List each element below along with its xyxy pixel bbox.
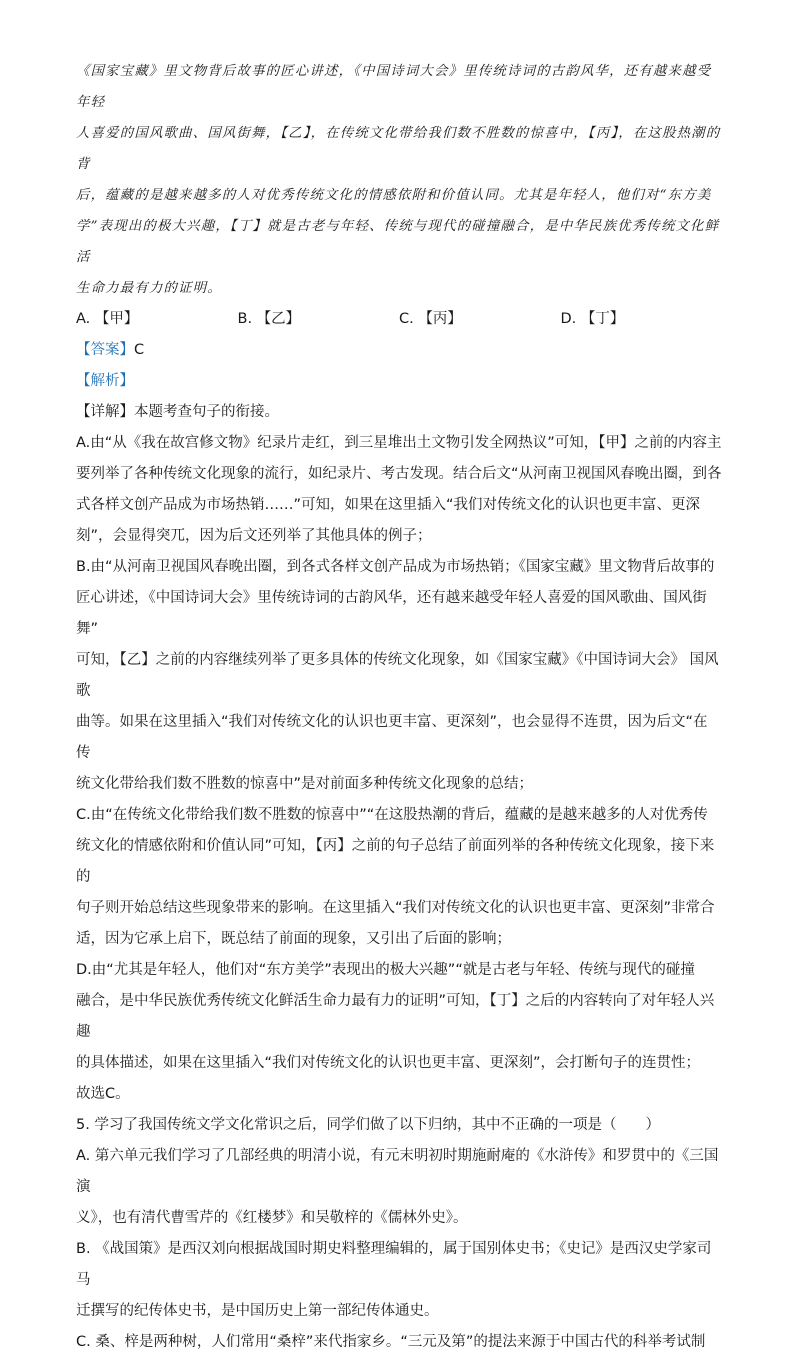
option-c: C. 【丙】 [399, 311, 462, 327]
option-d: D. 【丁】 [560, 311, 625, 327]
passage [76, 56, 722, 304]
question-line: 义》，也有清代曹雪芹的《红楼梦》和吴敬梓的《儒林外史》。 [76, 1210, 468, 1226]
analysis-line: 融合，是中华民族优秀传统文化鲜活生命力最有力的证明”可知，【丁】之后的内容转向了对年轻人兴趣 [76, 993, 715, 1040]
analysis-line: 统文化带给我们数不胜数的惊喜中”是对前面多种传统文化现象的总结； [76, 776, 534, 792]
analysis-line: 【详解】本题考查句子的衔接。 [76, 404, 279, 420]
passage-line: 人喜爱的国风歌曲、国风街舞，【乙】，在传统文化带给我们数不胜数的惊喜中，【丙】，在这股热潮的背 [76, 126, 721, 172]
analysis-tag: 【解析】 [76, 373, 134, 389]
analysis-line: 的具体描述，如果在这里插入“我们对传统文化的认识也更丰富、更深刻”，会打断句子的连贯性； [76, 1055, 701, 1071]
analysis-line: 故选C。 [76, 1086, 130, 1102]
analysis-line: 句子则开始总结这些现象带来的影响。在这里插入“我们对传统文化的认识也更丰富、更深刻”非常合 [76, 900, 715, 916]
analysis-line: 可知，【乙】之前的内容继续列举了更多具体的传统文化现象，如《国家宝藏》《中国诗词大会》 国风歌 [76, 652, 719, 699]
answer-tag: 【答案】 [76, 342, 134, 358]
analysis-line: D.由“尤其是年轻人，他们对“东方美学”表现出的极大兴趣”“就是古老与年轻、传统与现代的碰撞 [76, 962, 695, 978]
document-page [76, 56, 722, 1358]
analysis-line: 要列举了各种传统文化现象的流行，如纪录片、考古发现。结合后文“从河南卫视国风春晚出圈，到各 [76, 466, 722, 482]
passage-line: 后，蕴藏的是越来越多的人对优秀传统文化的情感依附和价值认同。尤其是年轻人，他们对“东方美 [76, 188, 712, 203]
question-5 [76, 1110, 722, 1358]
analysis-line: 式各样文创产品成为市场热销……”可知，如果在这里插入“我们对传统文化的认识也更丰富、更深 [76, 497, 701, 513]
analysis-line: 适，因为它承上启下，既总结了前面的现象，又引出了后面的影响； [76, 931, 511, 947]
analysis-line: C.由“在传统文化带给我们数不胜数的惊喜中”“在这股热潮的背后，蕴藏的是越来越多的人对优秀传 [76, 807, 708, 823]
analysis-body [76, 397, 722, 1110]
passage-line: 生命力最有力的证明。 [76, 281, 222, 296]
passage-line: 《国家宝藏》里文物背后故事的匠心讲述，《中国诗词大会》里传统诗词的古韵风华，还有越来越受年轻 [76, 64, 712, 110]
analysis-line: 统文化的情感依附和价值认同”可知，【丙】之前的句子总结了前面列举的各种传统文化现象，接下来的 [76, 838, 715, 885]
answer-value: C [134, 342, 145, 358]
option-a: A. 【甲】 [76, 311, 139, 327]
analysis-line: B.由“从河南卫视国风春晚出圈，到各式各样文创产品成为市场热销；《国家宝藏》里文物背后故事的 [76, 559, 715, 575]
question-line: 迁撰写的纪传体史书，是中国历史上第一部纪传体通史。 [76, 1303, 439, 1319]
answer-options [76, 304, 722, 335]
question-line: B. 《战国策》是西汉刘向根据战国时期史料整理编辑的，属于国别体史书；《史记》是西汉史学家司马 [76, 1241, 712, 1288]
analysis-line: 刻”，会显得突兀，因为后文还列举了其他具体的例子； [76, 528, 432, 544]
analysis-line: 匠心讲述，《中国诗词大会》里传统诗词的古韵风华，还有越来越受年轻人喜爱的国风歌曲、国风街舞” [76, 590, 707, 637]
question-line: C. 桑、梓是两种树，人们常用“桑梓”来代指家乡。“三元及第”的提法来源于中国古代的科举考试制 [76, 1334, 706, 1350]
passage-line: 学”表现出的极大兴趣，【丁】就是古老与年轻、传统与现代的碰撞融合，是中华民族优秀传统文化鲜活 [76, 219, 720, 265]
answer-line [76, 335, 722, 366]
question-line: A. 第六单元我们学习了几部经典的明清小说，有元末明初时期施耐庵的《水浒传》和罗贯中的《三国演 [76, 1148, 719, 1195]
option-b: B. 【乙】 [237, 311, 301, 327]
analysis-line: A.由“从《我在故宫修文物》纪录片走红，到三星堆出土文物引发全网热议”可知，【甲】之前的内容主 [76, 435, 722, 451]
question-line: 5. 学习了我国传统文学文化常识之后，同学们做了以下归纳，其中不正确的一项是（ ） [76, 1117, 660, 1133]
analysis-line: 曲等。如果在这里插入“我们对传统文化的认识也更丰富、更深刻”，也会显得不连贯，因为后文“在传 [76, 714, 708, 761]
